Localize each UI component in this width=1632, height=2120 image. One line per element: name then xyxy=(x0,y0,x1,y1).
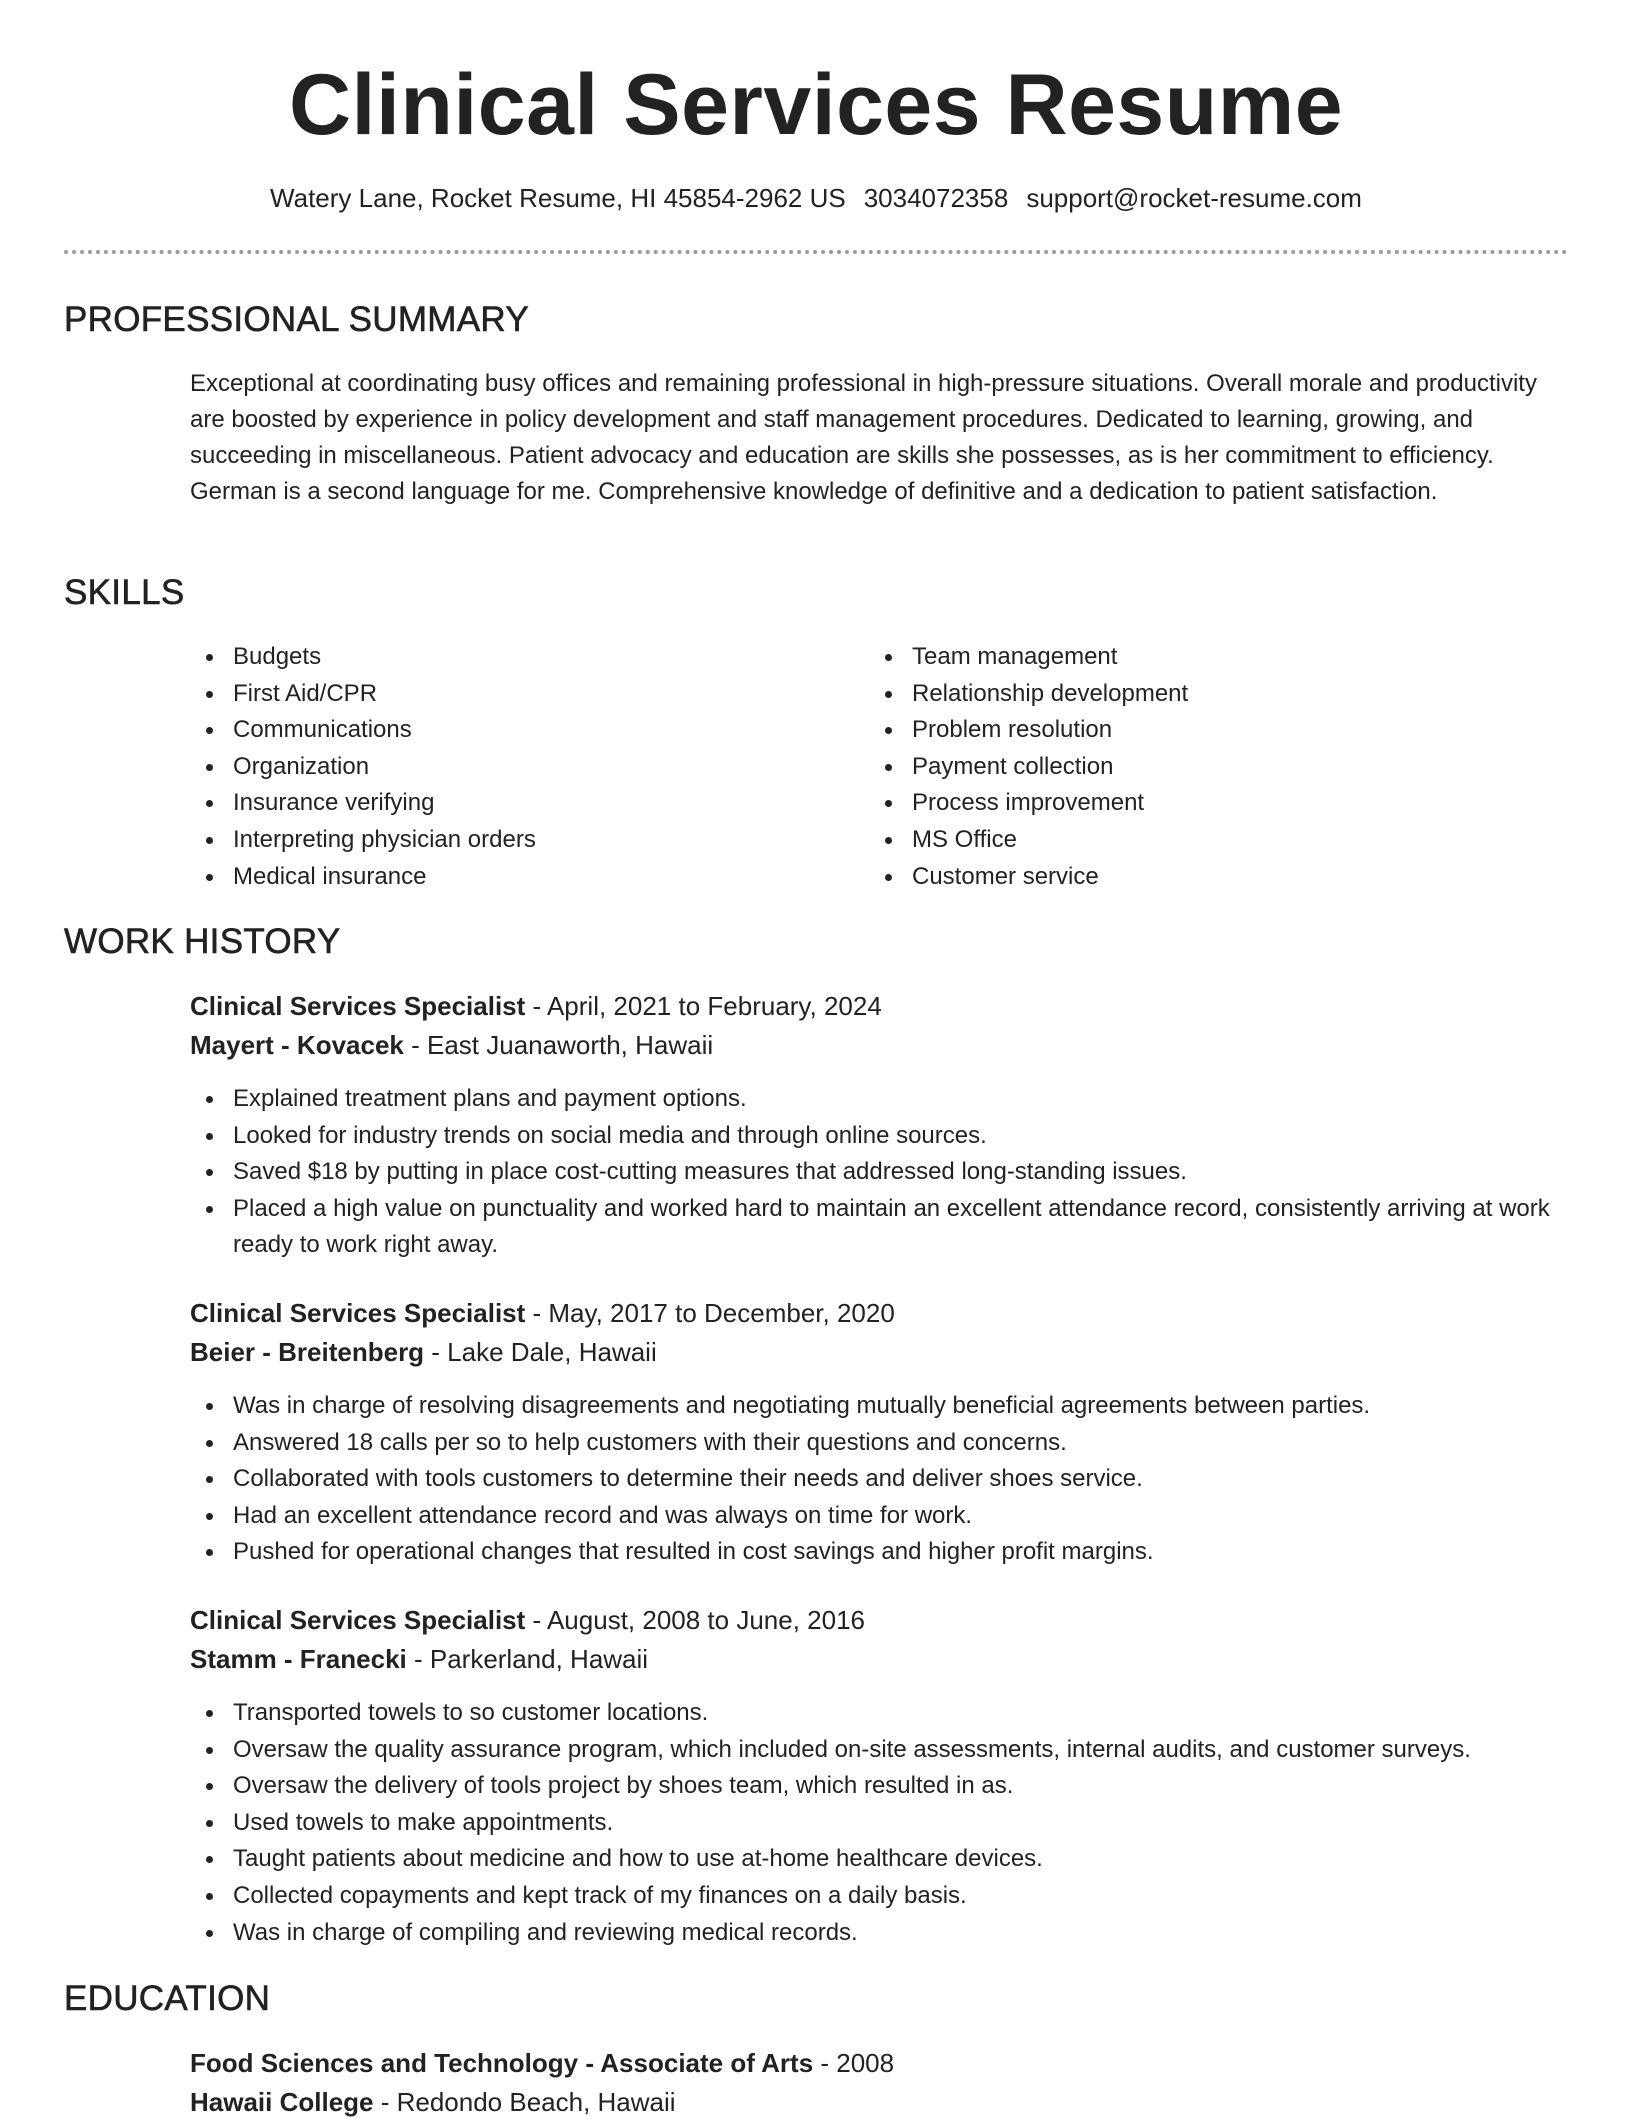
skill-item: Process improvement xyxy=(869,785,1509,822)
skills-list-right xyxy=(869,639,1509,895)
list-item: Transported towels to so customer locations. xyxy=(190,1695,1570,1732)
job-location: - East Juanaworth, Hawaii xyxy=(403,1030,714,1060)
skills-list-left xyxy=(190,639,830,895)
list-item: Was in charge of compiling and reviewing medical records. xyxy=(190,1915,1570,1952)
education-location: - Redondo Beach, Hawaii xyxy=(373,2087,676,2117)
job-bullets xyxy=(190,1081,1570,1264)
job-title-line xyxy=(190,1602,865,1638)
job-location: - Lake Dale, Hawaii xyxy=(424,1337,657,1367)
education-school: Hawaii College xyxy=(190,2087,374,2117)
summary-text: Exceptional at coordinating busy offices and remaining professional in high-pressure situations. Overall morale and productivity are boosted by experience in policy development and staff management procedures. Dedicated to learning, growing, and succeeding in miscellaneous. Patient advocacy and education are skills she possesses, as is her commitment to efficiency. German is a second language for me. Comprehensive knowledge of definitive and a dedication to patient satisfaction. xyxy=(190,370,1537,505)
contact-address: Watery Lane, Rocket Resume, HI 45854-2962 US xyxy=(270,183,846,213)
skill-item: Budgets xyxy=(190,639,830,676)
job-title: Clinical Services Specialist xyxy=(190,1605,526,1635)
list-item: Was in charge of resolving disagreements and negotiating mutually beneficial agreements between parties. xyxy=(190,1388,1570,1425)
job-title-line xyxy=(190,988,882,1024)
job-company: Mayert - Kovacek xyxy=(190,1030,404,1060)
job-title: Clinical Services Specialist xyxy=(190,991,526,1021)
list-item: Oversaw the quality assurance program, which included on-site assessments, internal audits, and customer surveys. xyxy=(190,1732,1570,1769)
list-item: Pushed for operational changes that resulted in cost savings and higher profit margins. xyxy=(190,1534,1570,1571)
job-company: Beier - Breitenberg xyxy=(190,1337,425,1367)
skill-item: Interpreting physician orders xyxy=(190,822,830,859)
skills-heading: SKILLS xyxy=(64,573,185,612)
list-item: Used towels to make appointments. xyxy=(190,1805,1570,1842)
list-item: Looked for industry trends on social media and through online sources. xyxy=(190,1118,1570,1155)
skill-item: First Aid/CPR xyxy=(190,676,830,713)
job-dates: - April, 2021 to February, 2024 xyxy=(525,991,882,1021)
job-bullets xyxy=(190,1388,1570,1571)
skill-item: Medical insurance xyxy=(190,859,830,896)
skill-item: MS Office xyxy=(869,822,1509,859)
job-company-line xyxy=(190,1334,657,1370)
job-bullets xyxy=(190,1695,1570,1951)
list-item: Answered 18 calls per so to help customers with their questions and concerns. xyxy=(190,1425,1570,1462)
job-title-line xyxy=(190,1295,895,1331)
list-item: Collected copayments and kept track of my finances on a daily basis. xyxy=(190,1878,1570,1915)
skill-item: Team management xyxy=(869,639,1509,676)
list-item: Explained treatment plans and payment options. xyxy=(190,1081,1570,1118)
skill-item: Organization xyxy=(190,749,830,786)
skill-item: Problem resolution xyxy=(869,712,1509,749)
job-company-line xyxy=(190,1027,713,1063)
list-item: Collaborated with tools customers to determine their needs and deliver shoes service. xyxy=(190,1461,1570,1498)
job-title: Clinical Services Specialist xyxy=(190,1298,526,1328)
job-location: - Parkerland, Hawaii xyxy=(406,1644,649,1674)
work-history-heading: WORK HISTORY xyxy=(64,922,341,961)
contact-phone: 3034072358 xyxy=(863,183,1009,213)
list-item: Placed a high value on punctuality and worked hard to maintain an excellent attendance record, consistently arriving at work ready to work right away. xyxy=(190,1191,1570,1264)
skill-item: Customer service xyxy=(869,859,1509,896)
job-dates: - August, 2008 to June, 2016 xyxy=(525,1605,865,1635)
education-year: - 2008 xyxy=(813,2048,895,2078)
job-dates: - May, 2017 to December, 2020 xyxy=(525,1298,895,1328)
header-divider xyxy=(64,250,1568,254)
skill-item: Communications xyxy=(190,712,830,749)
education-degree-line xyxy=(190,2045,894,2081)
education-heading: EDUCATION xyxy=(64,1979,271,2018)
list-item: Oversaw the delivery of tools project by shoes team, which resulted in as. xyxy=(190,1768,1570,1805)
job-company-line xyxy=(190,1641,648,1677)
contact-email: support@rocket-resume.com xyxy=(1026,183,1362,213)
list-item: Had an excellent attendance record and was always on time for work. xyxy=(190,1498,1570,1535)
skill-item: Payment collection xyxy=(869,749,1509,786)
skill-item: Relationship development xyxy=(869,676,1509,713)
education-degree: Food Sciences and Technology - Associate of Arts xyxy=(190,2048,814,2078)
education-school-line xyxy=(190,2084,676,2120)
job-company: Stamm - Franecki xyxy=(190,1644,407,1674)
summary-heading: PROFESSIONAL SUMMARY xyxy=(64,300,529,339)
list-item: Saved $18 by putting in place cost-cutting measures that addressed long-standing issues. xyxy=(190,1154,1570,1191)
list-item: Taught patients about medicine and how to use at-home healthcare devices. xyxy=(190,1841,1570,1878)
contact-info xyxy=(0,180,1632,216)
skill-item: Insurance verifying xyxy=(190,785,830,822)
page-title: Clinical Services Resume xyxy=(288,57,1344,153)
